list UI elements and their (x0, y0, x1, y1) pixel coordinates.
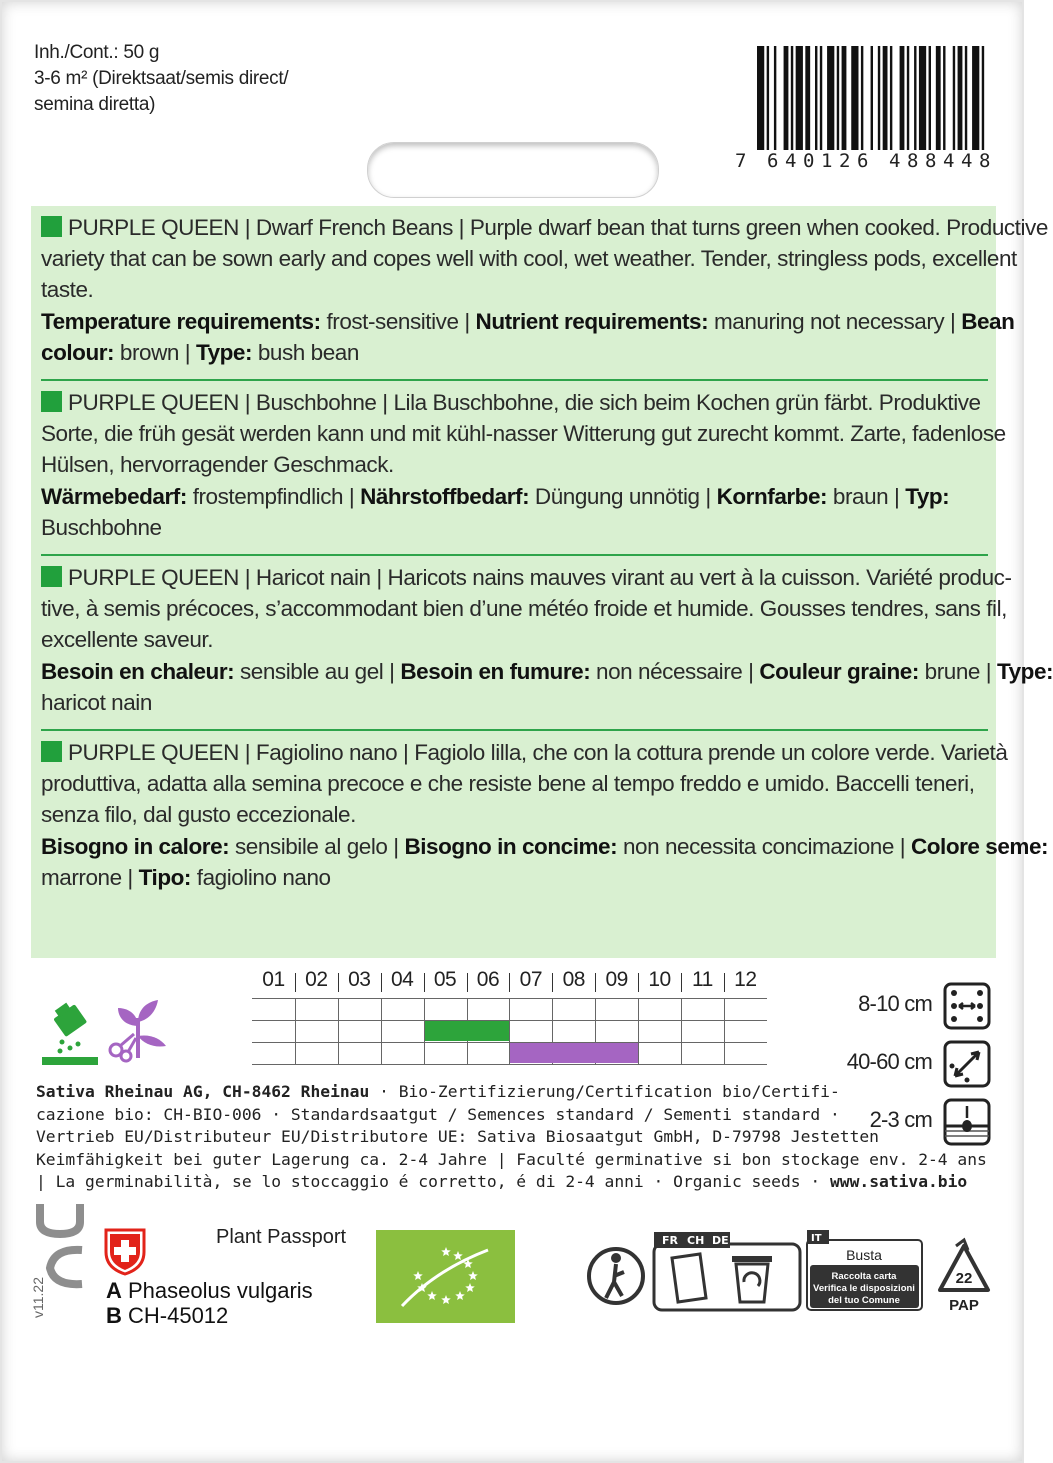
month-label: 01 (262, 968, 285, 991)
pap-label: PAP (949, 1297, 979, 1314)
sowing-period-bar (425, 1021, 510, 1041)
description-line (41, 418, 1006, 449)
calendar-column-line (381, 998, 382, 1064)
attribute-label: Couleur graine: (759, 658, 919, 684)
description-line (41, 562, 1012, 593)
calendar-column-line (638, 998, 639, 1064)
attribute-value: non necessita concimazione | (617, 833, 911, 859)
busta-recycling-label (806, 1230, 923, 1312)
description-text: produttiva, adatta alla semina precoce e che resiste bene al tempo freddo e umido. Baccelli teneri, (41, 771, 975, 797)
barcode-digit: 6 (857, 150, 869, 172)
measurement-value: 40-60 cm (846, 1049, 932, 1074)
description-italian (41, 737, 1049, 893)
attribute-value: frost-sensitive | (320, 308, 476, 334)
measurement-value: 8-10 cm (858, 991, 932, 1016)
sowing-area-line-2: semina diretta) (34, 94, 156, 115)
company-name: Sativa Rheinau AG, CH-8462 Rheinau (36, 1082, 370, 1101)
barcode-digit: 7 (735, 150, 747, 172)
green-square-icon (41, 741, 62, 762)
company-line-3: Vertrieb EU/Distributeur EU/Distributore UE: Sativa Biosaatgut GmbH, D-79798 Jestetten (36, 1127, 879, 1147)
month-label: 10 (648, 968, 671, 991)
attribute-label: Besoin en chaleur: (41, 658, 235, 684)
month-label: 04 (390, 968, 414, 991)
sowing-icon (40, 1004, 102, 1068)
content-info (34, 40, 288, 118)
month-separator (509, 973, 510, 992)
description-text: PURPLE QUEEN | Fagiolino nano | Fagiolo lilla, che con la cottura prende un colore verde. Varietà (68, 740, 1008, 765)
month-label: 11 (692, 968, 713, 991)
month-separator (467, 973, 468, 992)
attribute-label: Bean (961, 308, 1015, 334)
description-line (41, 243, 1017, 274)
attribute-value: brown | (114, 339, 196, 365)
description-text: PURPLE QUEEN | Haricot nain | Haricots nains mauves virant au vert à la cuisson. Variété produc- (68, 565, 1012, 590)
description-line (41, 593, 1007, 624)
green-square-icon (41, 216, 62, 237)
month-separator (338, 973, 339, 992)
plant-passport-b (106, 1303, 228, 1329)
company-line-2: cazione bio: CH-BIO-006 · Standardsaatgut / Semences standard / Sementi standard · (36, 1104, 840, 1124)
barcode-digit: 4 (961, 150, 973, 172)
tag-it: IT (811, 1233, 822, 1244)
description-line (41, 768, 989, 799)
description-line (41, 737, 1008, 768)
pap-recycling-icon (934, 1240, 994, 1318)
attribute-label: Kornfarbe: (716, 483, 828, 509)
month-separator (595, 973, 596, 992)
description-text: tive, à semis précoces, s’accommodant bien d’une météo froide et humide. Gousses tendres, sans fil, (41, 596, 1007, 622)
month-label: 02 (305, 968, 328, 991)
description-panel (31, 206, 1053, 958)
attribute-value: marrone | (41, 864, 139, 890)
barcode-bars-icon (757, 46, 989, 150)
description-text: Hülsen, hervorragender Geschmack. (41, 452, 394, 478)
attribute-label: Tipo: (138, 864, 191, 890)
attribute-label: Nährstoffbedarf: (360, 483, 530, 509)
month-separator (552, 973, 553, 992)
row-spacing-icon (943, 1040, 991, 1088)
description-text: PURPLE QUEEN | Buschbohne | Lila Buschbohne, die sich beim Kochen grün färbt. Produktive (68, 390, 981, 415)
barcode-digit: 4 (943, 150, 955, 172)
attribute-value: Düngung unnötig | (529, 483, 717, 509)
month-label: 03 (348, 968, 371, 991)
measurement-value: 2-3 cm (869, 1107, 932, 1132)
sowing-depth-icon (943, 1098, 991, 1146)
description-text: excellente saveur. (41, 627, 214, 653)
green-square-icon (41, 566, 62, 587)
attribute-value: braun | (827, 483, 906, 509)
tag-de: DE (712, 1234, 729, 1247)
calendar-column-line (724, 998, 725, 1064)
attribute-line (41, 656, 1053, 687)
description-english (41, 212, 1048, 368)
hang-hole (367, 142, 659, 198)
description-text: senza filo, dal gusto eccezionale. (41, 802, 356, 828)
attribute-value: frostempfindlich | (186, 483, 361, 509)
section-divider (41, 554, 988, 556)
calendar-row-line (252, 1064, 767, 1065)
month-separator (681, 973, 682, 992)
registration-number: CH-45012 (121, 1303, 229, 1328)
description-text: taste. (41, 277, 94, 303)
attribute-label: Besoin en fumure: (400, 658, 591, 684)
month-label: 12 (734, 968, 757, 991)
busta-line-3: del tuo Comune (828, 1295, 900, 1306)
month-separator (381, 973, 382, 992)
company-line-4: Keimfähigkeit bei guter Lagerung ca. 2-4 Jahre | Faculté germinative si bon stockage env. 2-4 ans (36, 1149, 987, 1169)
attribute-label: Typ: (905, 483, 950, 509)
tag-ch: CH (687, 1234, 705, 1247)
harvest-icon (104, 996, 172, 1062)
barcode-digit: 1 (821, 150, 833, 172)
description-line (41, 274, 989, 305)
attribute-value: haricot nain (41, 689, 152, 715)
description-line (41, 387, 989, 418)
plant-passport-a-letter: A (106, 1278, 122, 1303)
attribute-line (41, 337, 989, 368)
barcode-digit: 4 (889, 150, 901, 172)
tag-fr: FR (662, 1234, 678, 1247)
section-divider (41, 379, 988, 381)
description-text: PURPLE QUEEN | Dwarf French Beans | Purple dwarf bean that turns green when cooked. Productive (68, 215, 1048, 240)
attribute-value: bush bean (252, 339, 359, 365)
company-line-5 (36, 1171, 968, 1194)
month-label: 05 (433, 968, 457, 991)
month-label: 09 (605, 968, 628, 991)
attribute-label: Type: (195, 339, 253, 365)
month-separator (424, 973, 425, 992)
barcode-digit: 8 (907, 150, 919, 172)
harvest-period-bar (510, 1043, 638, 1063)
barcode-digit: 6 (767, 150, 779, 172)
attribute-label: Nutrient requirements: (475, 308, 709, 334)
attribute-line (41, 481, 989, 512)
barcode-digit: 4 (785, 150, 797, 172)
company-line-1 (36, 1081, 840, 1104)
description-line (41, 624, 989, 655)
attribute-value: fagiolino nano (190, 864, 331, 890)
calendar-column-line (338, 998, 339, 1064)
barcode-digit: 8 (925, 150, 937, 172)
busta-line-1: Raccolta carta (831, 1271, 897, 1282)
eu-organic-leaf-icon (376, 1230, 515, 1323)
botanical-name: Phaseolus vulgaris (121, 1278, 313, 1303)
barcode-digit: 0 (803, 150, 815, 172)
attribute-label: Bisogno in concime: (404, 833, 618, 859)
website-link[interactable]: www.sativa.bio (829, 1172, 968, 1192)
attribute-label: Temperature requirements: (41, 308, 321, 334)
triman-recycling-icon (582, 1232, 804, 1314)
barcode-digit: 8 (979, 150, 991, 172)
plant-passport-title: Plant Passport (216, 1226, 347, 1248)
month-label: 07 (519, 968, 543, 991)
attribute-value: sensible au gel | (234, 658, 401, 684)
attribute-value: brune | (918, 658, 997, 684)
busta-title: Busta (846, 1247, 882, 1263)
month-label: 06 (476, 968, 500, 991)
green-square-icon (41, 391, 62, 412)
month-separator (638, 973, 639, 992)
description-text: variety that can be sown early and copes well with cool, wet weather. Tender, stringless pods, excellent (41, 246, 1017, 272)
attribute-label: Colore seme: (910, 833, 1049, 859)
pap-number: 22 (955, 1270, 973, 1287)
calendar-column-line (295, 998, 296, 1064)
calendar-grid (252, 998, 767, 1068)
description-line (41, 799, 989, 830)
attribute-line (41, 831, 1049, 862)
plant-passport-a (106, 1278, 313, 1304)
attribute-value: Buschbohne (41, 514, 162, 540)
attribute-label: Type: (996, 658, 1053, 684)
month-separator (295, 973, 296, 992)
attribute-label: Wärmebedarf: (41, 483, 187, 509)
description-line (41, 449, 989, 480)
attribute-value: non nécessaire | (590, 658, 760, 684)
eu-organic-logo (376, 1230, 515, 1323)
description-german (41, 387, 1006, 543)
version-code: v11.22 (30, 1277, 46, 1318)
barcode-digit: 2 (839, 150, 851, 172)
net-content: Inh./Cont.: 50 g (34, 42, 160, 63)
swiss-shield-icon (104, 1228, 146, 1276)
description-french (41, 562, 1053, 718)
month-label: 08 (562, 968, 585, 991)
attribute-line (41, 862, 989, 893)
calendar-column-line (681, 998, 682, 1064)
plant-passport-b-letter: B (106, 1303, 122, 1328)
description-line (41, 212, 1048, 243)
description-text: Sorte, die früh gesät werden kann und mit kühl-nasser Witterung gut zurecht kommt. Zarte, fadenlose (41, 421, 1006, 447)
attribute-label: Bisogno in calore: (41, 833, 230, 859)
germination-text: | La germinabilità, se lo stoccaggio é corretto, é di 2-4 anni · Organic seeds · (36, 1172, 830, 1192)
attribute-line (41, 512, 989, 543)
month-separator (724, 973, 725, 992)
sowing-area-line-1: 3-6 m² (Direktsaat/semis direct/ (34, 68, 289, 89)
busta-line-2: Verifica le disposizioni (813, 1283, 915, 1294)
barcode-digits (733, 150, 993, 176)
attribute-value: sensibile al gelo | (229, 833, 405, 859)
attribute-line (41, 306, 1015, 337)
attribute-line (41, 687, 989, 718)
certification-text: · Bio-Zertifizierung/Certification bio/Certifi- (369, 1082, 840, 1101)
sowing-calendar (252, 968, 767, 1068)
attribute-label: colour: (41, 339, 115, 365)
barcode (733, 46, 993, 176)
attribute-value: manuring not necessary | (708, 308, 962, 334)
plant-spacing-icon (943, 982, 991, 1030)
section-divider (41, 729, 988, 731)
